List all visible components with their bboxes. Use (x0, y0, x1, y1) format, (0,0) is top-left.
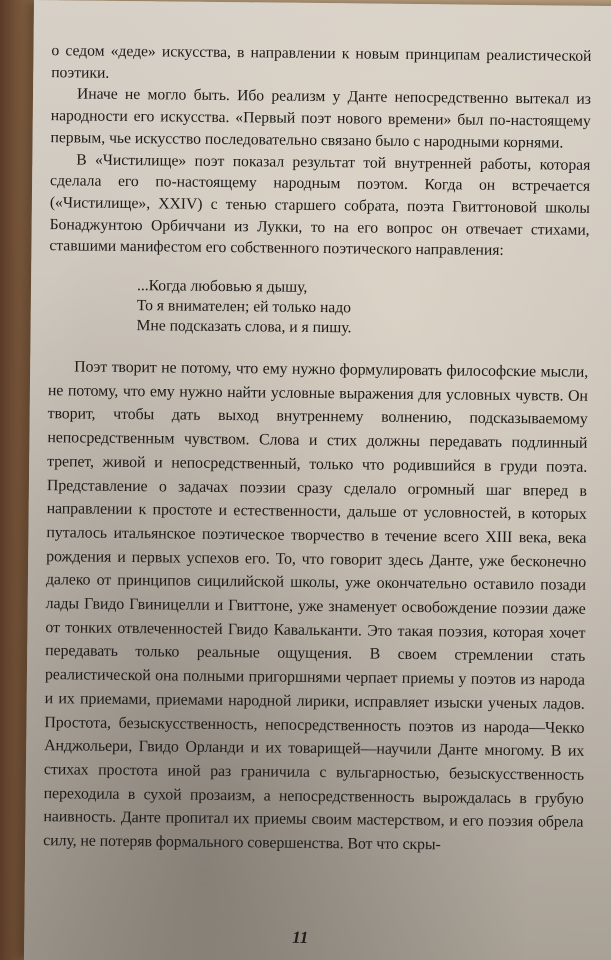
paragraph-3: В «Чистилище» поэт показал результат той внутренней работы, которая сделала его по-настоящему народным поэтом. Когда он встречается («Чистилище», XXIV) с тенью старшего собрата, поэта Гвиттоновой школы Бонаджунтою Орбиччани из Лукки, то на его вопрос он отвечает стихами, ставшими манифестом его собственного поэтического направления: (49, 150, 591, 260)
paragraph-1: о седом «деде» искусства, в направлении к новым принципам реалистической поэтики. (51, 42, 592, 82)
page-text (43, 40, 591, 858)
page-number: 11 (292, 927, 309, 947)
verse-line-3: Мне подсказать слова, и я пишу. (136, 317, 352, 337)
paragraph-4: Поэт творит не потому, что ему нужно формулировать философские мысли, не потому, что ему нужно найти условные выражения для условных чувств. Он творит, чтобы дать выход внутреннему волнению, подсказываемому непосредственным чувством. Слова и стих должны передавать подлинный трепет, живой и непосредственный, только что родившийся в груди поэта. Представление о задачах поэзии сразу сделало огромный шаг вперед в направлении к простоте и естественности, дальше от условностей, в которых путалось итальянское поэтическое творчество в течение всего XIII века, века рождения и первых успехов его. То, что говорит здесь Данте, уже бесконечно далеко от принципов сицилийской школы, уже окончательно оставило позади лады Гвидо Гвиницелли и Гвиттоне, уже знаменует освобождение поэзии даже от тонких отвлеченностей Гвидо Кавальканти. Это такая поэзия, которая хочет передавать только реальные ощущения. В своем стремлении стать реалистической она полными пригоршнями черпает приемы у поэтов из народа и их приемами, приемами народной лирики, исправляет изыски ученых ладов. Простота, безыскусственность, непосредственность поэтов из народа—Чекко Анджольери, Гвидо Орланди и их товарищей—научили Данте многому. В их стихах простота иной раз граничила с вульгарностью, безыскусственность переходила в сухой прозаизм, а непосредственность вырождалась в грубую наивность. Данте пропитал их приемы своим мастерством, и его поэзия обрела силу, не потеряв формального совершенства. Вот что скры- (43, 358, 589, 854)
book-page (24, 0, 611, 960)
verse-line-1: ...Когда любовью я дышу, (136, 277, 308, 296)
verse-line-2: То я внимателен; ей только надо (136, 297, 352, 317)
verse-quote (136, 276, 589, 341)
paragraph-2: Иначе не могло быть. Ибо реализм у Данте непосредственно вытекал из народности его искусства. «Первый поэт нового времени» был по-настоящему первым, чье искусство последовательно связано было с народными корнями. (50, 85, 592, 152)
